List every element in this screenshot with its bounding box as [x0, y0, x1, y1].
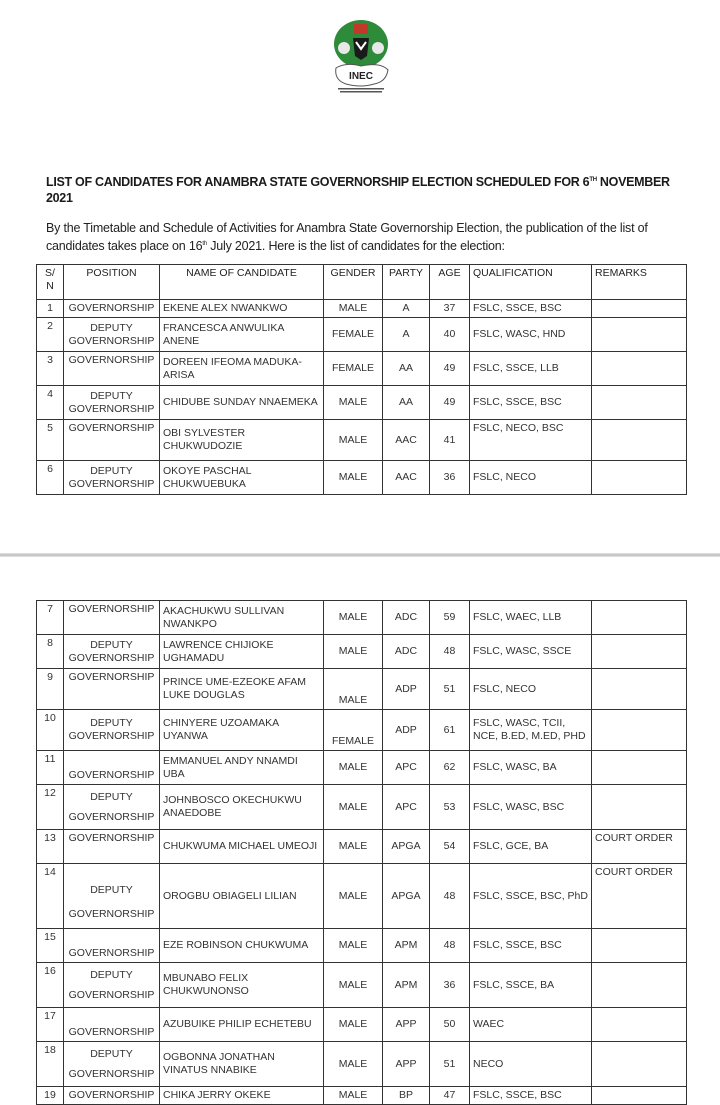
cell-sn: 13 [37, 830, 64, 864]
cell-sn: 7 [37, 601, 64, 635]
cell-qualification: FSLC, WASC, BA [470, 751, 592, 785]
cell-age: 48 [430, 929, 470, 963]
cell-name: CHIDUBE SUNDAY NNAEMEKA [160, 386, 324, 420]
cell-position: GOVERNORSHIP [64, 830, 160, 864]
cell-remarks [592, 751, 687, 785]
cell-name: AKACHUKWU SULLIVAN NWANKPO [160, 601, 324, 635]
cell-age: 54 [430, 830, 470, 864]
cell-sn: 8 [37, 635, 64, 669]
cell-sn: 17 [37, 1008, 64, 1042]
cell-gender: FEMALE [324, 710, 383, 751]
table-row [37, 461, 687, 495]
cell-gender: MALE [324, 1042, 383, 1087]
cell-age: 40 [430, 318, 470, 352]
cell-gender: MALE [324, 601, 383, 635]
cell-qualification: FSLC, WASC, BSC [470, 785, 592, 830]
table-header-row [37, 265, 687, 300]
cell-qualification: FSLC, SSCE, BSC [470, 1087, 592, 1105]
cell-name: DOREEN IFEOMA MADUKA-ARISA [160, 352, 324, 386]
cell-party: ADP [383, 669, 430, 710]
cell-age: 36 [430, 461, 470, 495]
cell-remarks: COURT ORDER [592, 830, 687, 864]
cell-position: DEPUTY GOVERNORSHIP [64, 461, 160, 495]
cell-position: GOVERNORSHIP [64, 352, 160, 386]
cell-sn: 18 [37, 1042, 64, 1087]
table-row [37, 751, 687, 785]
cell-age: 51 [430, 669, 470, 710]
cell-gender: MALE [324, 963, 383, 1008]
cell-remarks [592, 1087, 687, 1105]
cell-party: APM [383, 929, 430, 963]
cell-qualification: FSLC, GCE, BA [470, 830, 592, 864]
table-row [37, 601, 687, 635]
header-age: AGE [430, 265, 470, 300]
cell-name: OBI SYLVESTER CHUKWUDOZIE [160, 420, 324, 461]
cell-name: CHIKA JERRY OKEKE [160, 1087, 324, 1105]
cell-qualification: FSLC, SSCE, BSC [470, 929, 592, 963]
cell-position: GOVERNORSHIP [64, 601, 160, 635]
cell-gender: MALE [324, 420, 383, 461]
cell-qualification: FSLC, NECO [470, 461, 592, 495]
cell-position: GOVERNORSHIP [64, 1087, 160, 1105]
cell-remarks [592, 420, 687, 461]
cell-gender: MALE [324, 386, 383, 420]
cell-age: 47 [430, 1087, 470, 1105]
cell-sn: 4 [37, 386, 64, 420]
cell-name: LAWRENCE CHIJIOKE UGHAMADU [160, 635, 324, 669]
cell-remarks [592, 710, 687, 751]
cell-remarks: COURT ORDER [592, 864, 687, 929]
cell-party: ADP [383, 710, 430, 751]
cell-sn: 10 [37, 710, 64, 751]
cell-position: GOVERNORSHIP [64, 300, 160, 318]
cell-position: GOVERNORSHIP [64, 751, 160, 785]
cell-remarks [592, 635, 687, 669]
cell-sn: 2 [37, 318, 64, 352]
cell-gender: MALE [324, 1008, 383, 1042]
cell-age: 59 [430, 601, 470, 635]
table-row [37, 785, 687, 830]
table-row [37, 669, 687, 710]
table-row [37, 1087, 687, 1105]
cell-party: A [383, 318, 430, 352]
cell-name: OGBONNA JONATHAN VINATUS NNABIKE [160, 1042, 324, 1087]
cell-remarks [592, 318, 687, 352]
table-row [37, 963, 687, 1008]
cell-remarks [592, 929, 687, 963]
cell-position: DEPUTY GOVERNORSHIP [64, 710, 160, 751]
cell-sn: 14 [37, 864, 64, 929]
cell-remarks [592, 300, 687, 318]
cell-gender: FEMALE [324, 318, 383, 352]
header-remarks: REMARKS [592, 265, 687, 300]
document-title: LIST OF CANDIDATES FOR ANAMBRA STATE GOVERNORSHIP ELECTION SCHEDULED FOR 6TH NOVEMBER 2021 [46, 175, 670, 205]
cell-remarks [592, 785, 687, 830]
cell-position: GOVERNORSHIP [64, 1008, 160, 1042]
cell-party: A [383, 300, 430, 318]
cell-gender: MALE [324, 929, 383, 963]
cell-sn: 6 [37, 461, 64, 495]
cell-name: OROGBU OBIAGELI LILIAN [160, 864, 324, 929]
cell-remarks [592, 1042, 687, 1087]
table-row [37, 1042, 687, 1087]
cell-name: EKENE ALEX NWANKWO [160, 300, 324, 318]
inec-logo [326, 18, 396, 98]
cell-remarks [592, 386, 687, 420]
cell-sn: 16 [37, 963, 64, 1008]
cell-sn: 19 [37, 1087, 64, 1105]
cell-party: APGA [383, 830, 430, 864]
cell-age: 49 [430, 386, 470, 420]
cell-qualification: FSLC, WASC, TCII, NCE, B.ED, M.ED, PHD [470, 710, 592, 751]
cell-party: APM [383, 963, 430, 1008]
cell-gender: MALE [324, 785, 383, 830]
cell-party: APP [383, 1042, 430, 1087]
cell-gender: MALE [324, 635, 383, 669]
cell-party: AA [383, 352, 430, 386]
cell-party: APP [383, 1008, 430, 1042]
candidates-table-page-1 [36, 264, 687, 495]
cell-qualification: FSLC, SSCE, BA [470, 963, 592, 1008]
header-position: POSITION [64, 265, 160, 300]
cell-sn: 1 [37, 300, 64, 318]
cell-position: DEPUTY GOVERNORSHIP [64, 864, 160, 929]
header-sn: S/ N [37, 265, 64, 300]
intro-paragraph: By the Timetable and Schedule of Activities for Anambra State Governorship Election, the publication of the list of candidates takes place on 16th July 2021. Here is the list of candidates for the election: [46, 221, 648, 253]
cell-position: DEPUTY GOVERNORSHIP [64, 963, 160, 1008]
cell-name: AZUBUIKE PHILIP ECHETEBU [160, 1008, 324, 1042]
cell-position: DEPUTY GOVERNORSHIP [64, 1042, 160, 1087]
cell-position: DEPUTY GOVERNORSHIP [64, 386, 160, 420]
cell-qualification: FSLC, SSCE, BSC, PhD [470, 864, 592, 929]
cell-qualification: FSLC, NECO [470, 669, 592, 710]
cell-remarks [592, 461, 687, 495]
cell-sn: 3 [37, 352, 64, 386]
cell-position: GOVERNORSHIP [64, 420, 160, 461]
cell-position: DEPUTY GOVERNORSHIP [64, 785, 160, 830]
cell-qualification: FSLC, SSCE, BSC [470, 386, 592, 420]
cell-party: AA [383, 386, 430, 420]
cell-gender: MALE [324, 300, 383, 318]
table-row [37, 864, 687, 929]
table-row [37, 420, 687, 461]
cell-party: APC [383, 785, 430, 830]
table-row [37, 929, 687, 963]
table-row [37, 635, 687, 669]
cell-age: 48 [430, 635, 470, 669]
cell-age: 37 [430, 300, 470, 318]
cell-age: 50 [430, 1008, 470, 1042]
cell-remarks [592, 669, 687, 710]
cell-sn: 9 [37, 669, 64, 710]
cell-age: 49 [430, 352, 470, 386]
cell-age: 53 [430, 785, 470, 830]
cell-party: APGA [383, 864, 430, 929]
candidates-table-page-2 [36, 600, 687, 1105]
cell-age: 61 [430, 710, 470, 751]
cell-position: DEPUTY GOVERNORSHIP [64, 635, 160, 669]
cell-gender: FEMALE [324, 352, 383, 386]
cell-gender: MALE [324, 1087, 383, 1105]
cell-qualification: WAEC [470, 1008, 592, 1042]
inec-emblem-icon [326, 18, 396, 98]
header-name: NAME OF CANDIDATE [160, 265, 324, 300]
cell-qualification: FSLC, WASC, SSCE [470, 635, 592, 669]
table-row [37, 830, 687, 864]
cell-gender: MALE [324, 669, 383, 710]
cell-party: BP [383, 1087, 430, 1105]
cell-age: 41 [430, 420, 470, 461]
cell-qualification: FSLC, WAEC, LLB [470, 601, 592, 635]
cell-name: CHUKWUMA MICHAEL UMEOJI [160, 830, 324, 864]
cell-sn: 11 [37, 751, 64, 785]
table-row [37, 352, 687, 386]
cell-qualification: NECO [470, 1042, 592, 1087]
cell-party: APC [383, 751, 430, 785]
cell-sn: 5 [37, 420, 64, 461]
cell-gender: MALE [324, 461, 383, 495]
table-row [37, 386, 687, 420]
cell-name: CHINYERE UZOAMAKA UYANWA [160, 710, 324, 751]
cell-name: EZE ROBINSON CHUKWUMA [160, 929, 324, 963]
table-row [37, 710, 687, 751]
cell-remarks [592, 601, 687, 635]
cell-name: PRINCE UME-EZEOKE AFAM LUKE DOUGLAS [160, 669, 324, 710]
cell-party: ADC [383, 601, 430, 635]
page-separator [0, 553, 720, 557]
cell-position: GOVERNORSHIP [64, 929, 160, 963]
cell-qualification: FSLC, SSCE, LLB [470, 352, 592, 386]
cell-party: ADC [383, 635, 430, 669]
cell-sn: 12 [37, 785, 64, 830]
cell-name: JOHNBOSCO OKECHUKWU ANAEDOBE [160, 785, 324, 830]
cell-party: AAC [383, 461, 430, 495]
cell-party: AAC [383, 420, 430, 461]
cell-remarks [592, 1008, 687, 1042]
cell-name: OKOYE PASCHAL CHUKWUEBUKA [160, 461, 324, 495]
cell-gender: MALE [324, 830, 383, 864]
cell-gender: MALE [324, 751, 383, 785]
cell-qualification: FSLC, NECO, BSC [470, 420, 592, 461]
cell-age: 36 [430, 963, 470, 1008]
cell-qualification: FSLC, SSCE, BSC [470, 300, 592, 318]
header-party: PARTY [383, 265, 430, 300]
table-row [37, 318, 687, 352]
cell-name: EMMANUEL ANDY NNAMDI UBA [160, 751, 324, 785]
cell-name: FRANCESCA ANWULIKA ANENE [160, 318, 324, 352]
header-qualification: QUALIFICATION [470, 265, 592, 300]
cell-sn: 15 [37, 929, 64, 963]
cell-age: 51 [430, 1042, 470, 1087]
cell-remarks [592, 963, 687, 1008]
cell-name: MBUNABO FELIX CHUKWUNONSO [160, 963, 324, 1008]
header-gender: GENDER [324, 265, 383, 300]
cell-position: GOVERNORSHIP [64, 669, 160, 710]
cell-position: DEPUTY GOVERNORSHIP [64, 318, 160, 352]
cell-qualification: FSLC, WASC, HND [470, 318, 592, 352]
svg-text:INEC: INEC [349, 71, 373, 82]
table-row [37, 1008, 687, 1042]
cell-remarks [592, 352, 687, 386]
cell-age: 62 [430, 751, 470, 785]
cell-gender: MALE [324, 864, 383, 929]
cell-age: 48 [430, 864, 470, 929]
table-row [37, 300, 687, 318]
